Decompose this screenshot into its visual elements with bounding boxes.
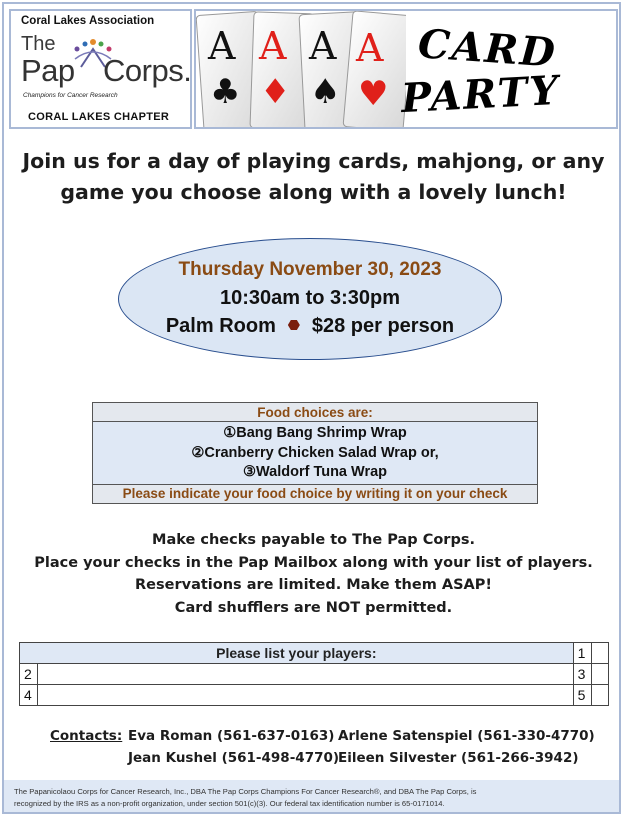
contact-person: Arlene Satenspiel (561-330-4770) <box>338 728 595 744</box>
food-choices-header: Food choices are: <box>93 403 538 422</box>
logo-word-pap: Pap <box>21 53 75 88</box>
player-number: 2 <box>20 664 38 685</box>
player-number: 3 <box>573 664 591 685</box>
event-time: 10:30am to 3:30pm <box>219 287 401 309</box>
food-item: ①Bang Bang Shrimp Wrap <box>223 425 407 441</box>
footer-line: recognized by the IRS as a non-profit organization, under section 501(c)(3). Our federal tax identification number is 65-0171014. <box>14 799 445 808</box>
players-table <box>19 642 609 706</box>
food-choices-table <box>92 402 538 504</box>
pap-corps-logo-box <box>9 9 192 129</box>
title-card: CARD <box>416 20 559 77</box>
clubs-icon: ♣ <box>210 72 241 112</box>
player-number: 5 <box>573 685 591 706</box>
logo-tagline: Champions for Cancer Research <box>23 92 118 99</box>
contact-person: Eva Roman (561-637-0163) <box>128 728 335 744</box>
event-location-price <box>118 315 502 338</box>
card-ace-hearts: A <box>356 26 384 70</box>
food-choice-note: Please indicate your food choice by writing it on your check <box>93 484 538 503</box>
hearts-icon: ♥ <box>358 74 389 114</box>
spades-icon: ♠ <box>310 72 341 112</box>
contact-person: Jean Kushel (561-498-4770) <box>128 750 340 766</box>
card-ace-diamonds: A <box>259 24 287 68</box>
food-items-cell <box>93 422 538 485</box>
players-header: Please list your players: <box>20 643 574 664</box>
payment-instructions <box>14 529 613 619</box>
legal-footer <box>4 780 619 812</box>
intro-line: game you choose along with a lovely lunch! <box>60 180 567 204</box>
instruction-line: Place your checks in the Pap Mailbox along with your list of players. <box>34 554 593 571</box>
playing-cards-image <box>196 11 406 127</box>
event-room: Palm Room <box>165 315 276 337</box>
intro-line: Join us for a day of playing cards, mahjong, or any <box>22 149 605 173</box>
instruction-line: Reservations are limited. Make them ASAP! <box>135 577 492 593</box>
food-item: ②Cranberry Chicken Salad Wrap or, <box>191 444 439 461</box>
diamonds-icon: ♦ <box>260 72 291 112</box>
logo-word-the: The <box>21 33 56 55</box>
logo-word-corps: Corps. <box>103 53 192 88</box>
card-ace-clubs: A <box>208 24 236 68</box>
player-field-1[interactable] <box>591 643 608 664</box>
instruction-line: Make checks payable to The Pap Corps. <box>152 532 475 548</box>
event-price: $28 per person <box>311 315 455 337</box>
player-field-3[interactable] <box>591 664 608 685</box>
title-party: PARTY <box>399 66 562 123</box>
player-field-5[interactable] <box>591 685 608 706</box>
instruction-line: Card shufflers are NOT permitted. <box>174 599 453 616</box>
flyer-page <box>2 2 621 814</box>
intro-text <box>14 146 613 208</box>
card-party-banner <box>194 9 618 129</box>
event-date: Thursday November 30, 2023 <box>178 259 442 280</box>
player-number: 4 <box>20 685 38 706</box>
player-field-4[interactable] <box>38 685 574 706</box>
food-item: ③Waldorf Tuna Wrap <box>242 464 388 480</box>
card-ace-spades: A <box>309 24 337 68</box>
association-name: Coral Lakes Association <box>21 15 155 27</box>
footer-line: The Papanicolaou Corps for Cancer Research, Inc., DBA The Pap Corps Champions For Cancer Research®, and DBA The Pap Corps, is <box>14 787 477 796</box>
contact-person: Eileen Silvester (561-266-3942) <box>338 750 579 766</box>
chapter-name: CORAL LAKES CHAPTER <box>28 111 170 123</box>
contacts-label: Contacts: <box>50 728 123 744</box>
hexagon-bullet-icon <box>288 320 300 330</box>
player-number: 1 <box>573 643 591 664</box>
player-field-2[interactable] <box>38 664 574 685</box>
